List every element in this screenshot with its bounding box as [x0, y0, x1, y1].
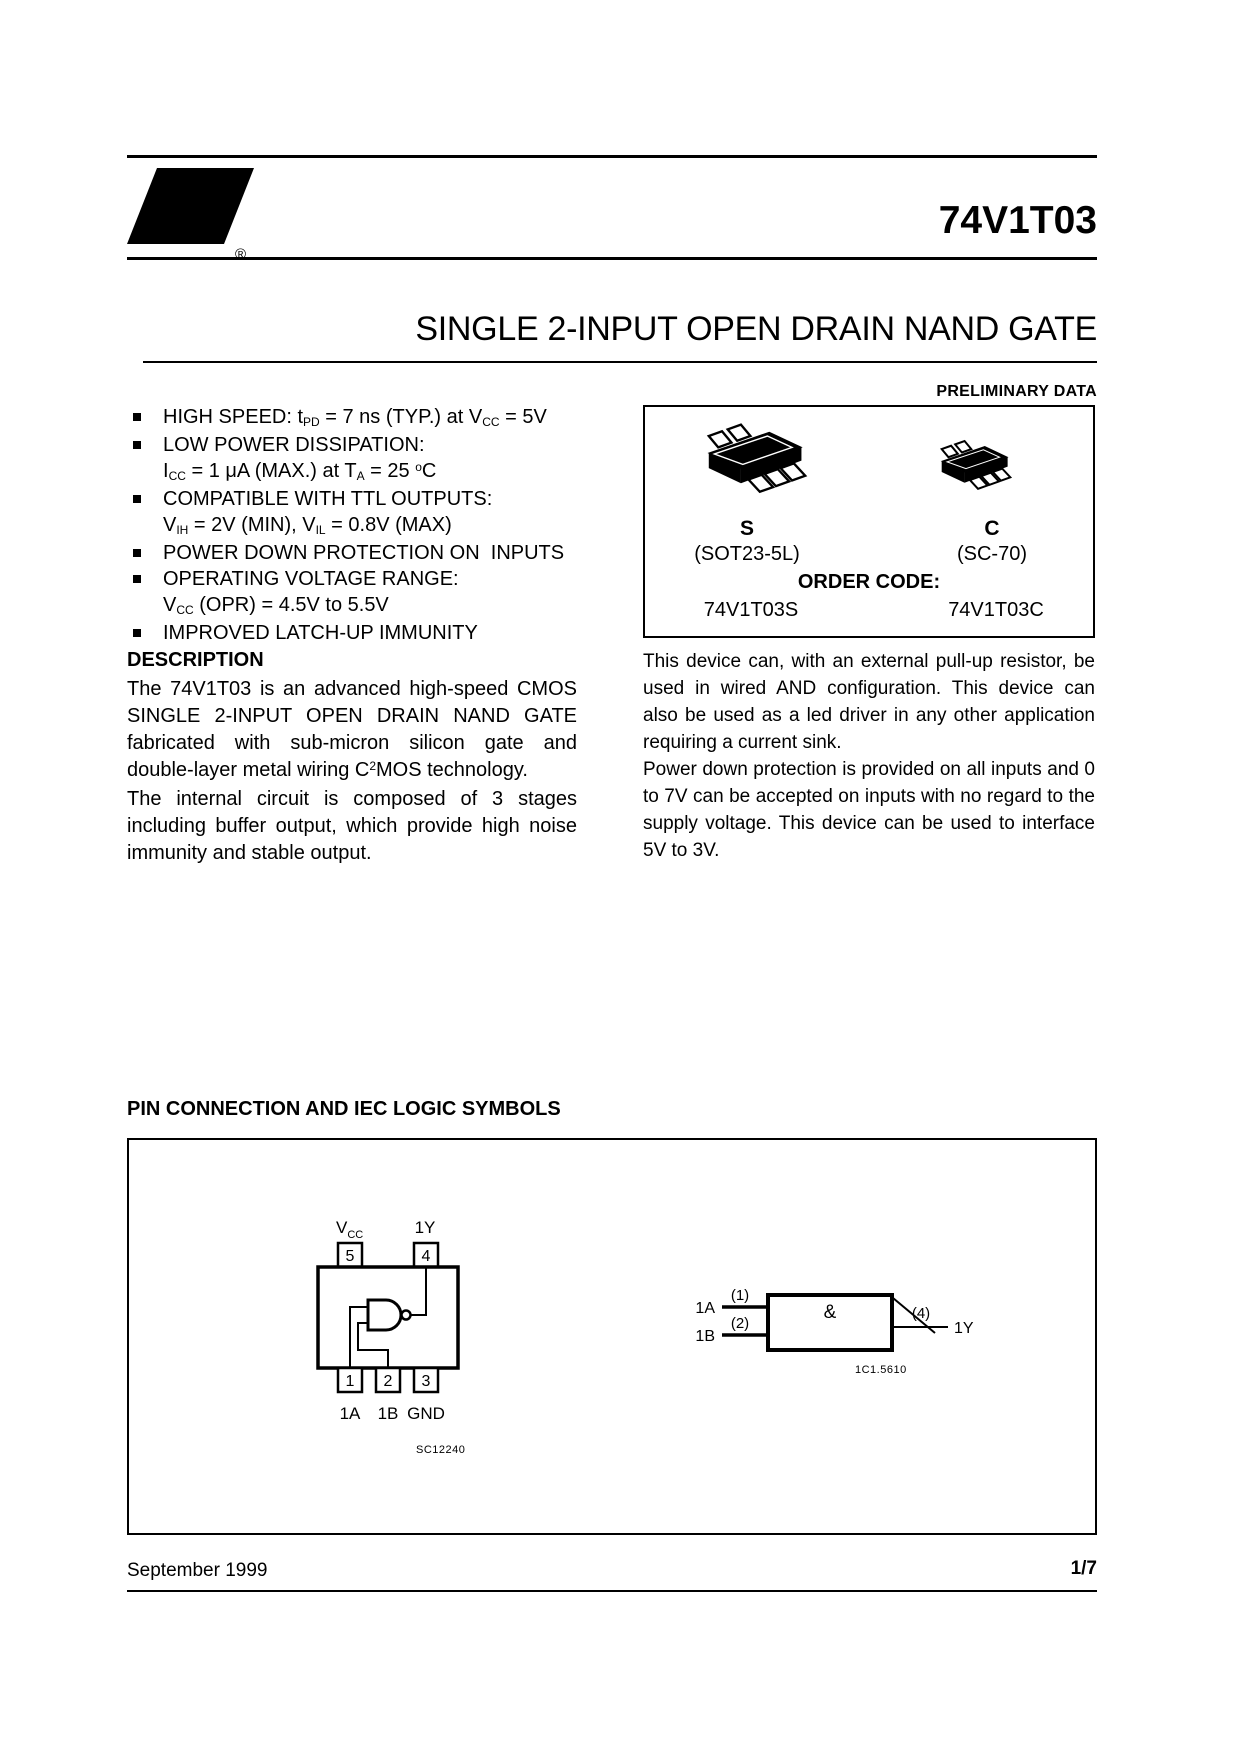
nand-gate-symbol: [368, 1300, 401, 1330]
page-title: SINGLE 2-INPUT OPEN DRAIN NAND GATE: [415, 310, 1097, 348]
feature-text: OPERATING VOLTAGE RANGE:: [163, 568, 459, 590]
feature-item-continuation: [127, 458, 579, 486]
pin-diagram-caption: SC12240: [416, 1444, 466, 1456]
order-code-c: 74V1T03C: [948, 599, 1044, 621]
pin2-signal-label: 1B: [377, 1404, 399, 1423]
bullet-square-icon: [133, 629, 141, 637]
pin1-number: 1: [345, 1373, 355, 1390]
order-code-s: 74V1T03S: [703, 599, 799, 621]
iec-input1-label: 1A: [695, 1300, 715, 1317]
package-drawing-sc70: [917, 437, 1035, 511]
description-paragraph-1: The 74V1T03 is an advanced high-speed CMOS SINGLE 2-INPUT OPEN DRAIN NAND GATE fabricated with sub-micron silicon gate and double-layer metal wiring $C^2MOS$ technology.: [127, 678, 577, 781]
footer-page-number: 1/7: [1070, 1558, 1097, 1579]
status-badge: PRELIMINARY DATA: [936, 383, 1097, 400]
header-bottom-rule: [127, 257, 1097, 260]
order-code-label: ORDER CODE:: [797, 571, 941, 593]
iec-input1-pin-ref: (1): [730, 1287, 750, 1304]
bullet-square-icon: [133, 575, 141, 583]
part-number: 74V1T03: [938, 199, 1097, 242]
feature-text: IMPROVED LATCH-UP IMMUNITY: [163, 622, 478, 644]
st-logo-letters: ST: [143, 176, 210, 241]
bullet-square-icon: [133, 549, 141, 557]
figure-heading: PIN CONNECTION AND IEC LOGIC SYMBOLS: [127, 1098, 561, 1120]
footer-rule: [127, 1590, 1097, 1592]
vcc-label: $V_{CC}$: [336, 1218, 364, 1241]
iec-output-pin-ref: (4): [911, 1305, 931, 1322]
feature-item: [127, 432, 579, 458]
feature-text: POWER DOWN PROTECTION ON INPUTS: [163, 542, 565, 564]
feature-text: COMPATIBLE WITH TTL OUTPUTS:: [163, 488, 493, 510]
iec-logic-symbol: [618, 1242, 1058, 1387]
features-list: [127, 404, 579, 646]
pin3-number: 3: [421, 1373, 431, 1390]
feature-text: ICC = 1 μA (MAX.) at TA = 25 $^o$C: [163, 460, 437, 483]
pin4-signal-label: 1Y: [414, 1218, 436, 1237]
feature-item-continuation: [127, 512, 579, 540]
pin2-number: 2: [383, 1373, 393, 1390]
pin5-number: 5: [345, 1248, 355, 1265]
pin1-signal-label: 1A: [339, 1404, 361, 1423]
description-text: [127, 676, 577, 867]
iec-input2-pin-ref: (2): [730, 1315, 750, 1332]
description-paragraph-2: The internal circuit is composed of 3 stages including buffer output, which provide high noise immunity and stable output.: [127, 788, 577, 864]
pin3-signal-label: GND: [407, 1404, 445, 1423]
pin4-number: 4: [421, 1248, 431, 1265]
overview-paragraph-2: Power down protection is provided on all inputs and 0 to 7V can be accepted on inputs with no regard to the supply voltage. This device can be used to interface 5V to 3V.: [643, 759, 1095, 861]
title-rule: [143, 361, 1097, 363]
package-name-sc70: (SC-70): [956, 543, 1027, 565]
iec-input2-label: 1B: [695, 1328, 715, 1345]
overview-paragraph-1: This device can, with an external pull-up resistor, be used in wired AND configuration. This device can also be used as a led driver in any other application requiring a current sink.: [643, 651, 1095, 753]
package-name-sot23: (SOT23-5L): [694, 543, 800, 565]
package-letter-s: S: [739, 517, 754, 540]
iec-symbol-caption: 1C1.5610: [855, 1364, 907, 1376]
package-letter-c: C: [984, 517, 1000, 540]
feature-text: HIGH SPEED: tPD = 7 ns (TYP.) at VCC = 5V: [163, 406, 547, 429]
overview-text: [643, 648, 1095, 864]
iec-output-label: 1Y: [954, 1320, 974, 1337]
bullet-square-icon: [133, 495, 141, 503]
feature-text: VCC (OPR) = 4.5V to 5.5V: [163, 594, 389, 617]
description-heading: DESCRIPTION: [127, 649, 264, 671]
package-drawing-sot23-5l: [673, 419, 841, 523]
inversion-bubble: [402, 1311, 411, 1320]
feature-item: [127, 404, 579, 432]
feature-text: LOW POWER DISSIPATION:: [163, 434, 425, 456]
pin-connection-diagram: [270, 1195, 525, 1470]
iec-and-symbol: &: [823, 1302, 837, 1323]
feature-item-continuation: [127, 592, 579, 620]
bullet-square-icon: [133, 441, 141, 449]
footer-date: September 1999: [127, 1560, 268, 1581]
order-code-box: [643, 405, 1095, 638]
output-wire: [411, 1267, 427, 1315]
registered-trademark-icon: ®: [235, 246, 247, 262]
feature-item: [127, 540, 579, 566]
header-top-rule: [127, 155, 1097, 158]
feature-text: VIH = 2V (MIN), VIL = 0.8V (MAX): [163, 514, 452, 537]
bullet-square-icon: [133, 413, 141, 421]
feature-item: [127, 566, 579, 592]
feature-item: [127, 620, 579, 646]
feature-item: [127, 486, 579, 512]
